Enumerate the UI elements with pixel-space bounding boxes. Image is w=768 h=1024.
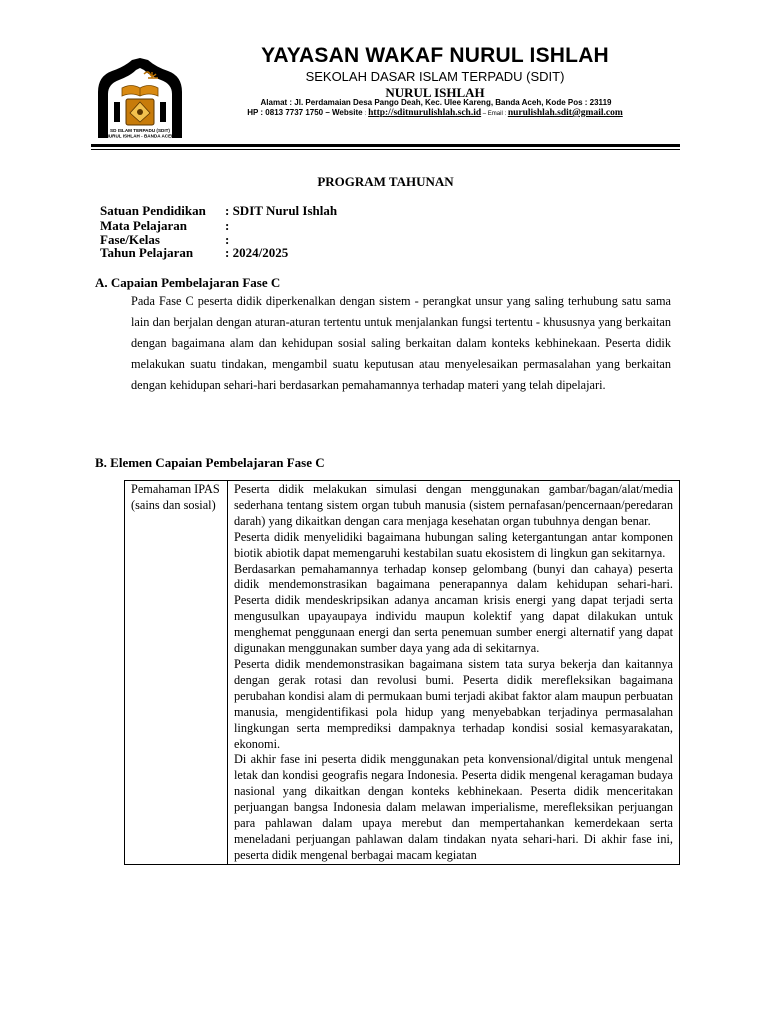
school-logo [90, 58, 190, 144]
email-link[interactable]: nurulishlah.sdit@gmail.com [507, 108, 623, 118]
element-name-cell: Pemahaman IPAS (sains dan sosial) [125, 481, 228, 865]
contact-line [180, 108, 690, 118]
identity-label: Tahun Pelajaran [100, 245, 194, 260]
section-a-heading: A. Capaian Pembelajaran Fase C [95, 275, 281, 290]
identity-value: : [225, 218, 230, 233]
identity-label: Satuan Pendidikan [100, 203, 206, 218]
website-link[interactable]: http://sditnurulishlah.sch.id [368, 108, 482, 118]
email-label: – Email : [481, 111, 508, 117]
school-name: NURUL ISHLAH [385, 85, 485, 100]
section-b-heading: B. Elemen Capaian Pembelajaran Fase C [95, 455, 325, 470]
website-separator: : [364, 111, 369, 117]
logo-caption-top: SD ISLAM TERPADU (SDIT) [110, 128, 170, 133]
letterhead-rule-thick [91, 144, 680, 147]
description-paragraph: Peserta didik melakukan simulasi dengan menggunakan gambar/bagan/alat/media sederhana tentang sistem organ tubuh manusia (sistem pernafasan/pencernaan/peredaran darah) yang dikaitkan dengan cara menjaga kesehatan organ tubuhnya dengan benar. [234, 482, 673, 528]
elemen-table [124, 480, 680, 865]
logo-caption-bottom: NURUL ISHLAH - BANDA ACEH [105, 133, 175, 139]
school-address: Alamat : Jl. Perdamaian Desa Pango Deah, Kec. Ulee Kareng, Banda Aceh, Kode Pos : 23119 [260, 98, 612, 107]
description-paragraph: Berdasarkan pemahamannya terhadap konsep gelombang (bunyi dan cahaya) peserta didik mendemonstrasikan bagaimana penerapannya dalam kehidupan sehari-hari. Peserta didik mendeskripsikan adanya ancaman krisis energi yang dapat terjadi serta mengusulkan upayaupaya individu maupun kolektif yang dapat dilakukan untuk menghemat penggunaan energi dan serta penemuan sumber energi alternatif yang dapat digunakan menggunakan sumber daya yang ada di sekitarnya. [234, 561, 673, 656]
section-a-paragraph: Pada Fase C peserta didik diperkenalkan dengan sistem - perangkat unsur yang saling terhubung satu sama lain dan berjalan dengan aturan-aturan tertentu untuk menjalankan fungsi tertentu - khususnya yang berkaitan dengan bagaimana alam dan kehidupan sosial saling berkaitan dalam konteks kebhinekaan. Peserta didik melakukan suatu tindakan, mengambil suatu keputusan atau menyelesaikan permasalahan yang berkaitan dengan kehidupan sehari-hari berdasarkan pemahamannya terhadap materi yang telah dipelajari. [131, 294, 671, 392]
school-type: SEKOLAH DASAR ISLAM TERPADU (SDIT) [305, 69, 565, 84]
identity-label: Mata Pelajaran [100, 218, 188, 233]
identity-value: : [225, 232, 230, 247]
identity-label: Fase/Kelas [100, 232, 160, 247]
description-paragraph: Peserta didik menyelidiki bagaimana hubungan saling ketergantungan antar komponen biotik abiotik dapat memengaruhi kestabilan suatu ekosistem di lingkun gan sekitarnya. [234, 529, 673, 560]
document-title: PROGRAM TAHUNAN [317, 174, 454, 189]
table-row [125, 481, 680, 865]
identity-value: : 2024/2025 [225, 245, 289, 260]
organization-name: YAYASAN WAKAF NURUL ISHLAH [261, 44, 609, 67]
description-paragraph: Peserta didik mendemonstrasikan bagaimana sistem tata surya bekerja dan kaitannya dengan gerak rotasi dan revolusi bumi. Peserta didik merefleksikan bagaimana perubahan kondisi alam di permukaan bumi terjadi akibat faktor alam maupun perbuatan manusia, mengidentifikasi pola hidup yang menyebabkan terjadinya permasalahan lingkungan serta memprediksi dampaknya terhadap kondisi sosial kemasyarakatan, ekonomi. [234, 656, 673, 751]
description-paragraph: Di akhir fase ini peserta didik menggunakan peta konvensional/digital untuk mengenal letak dan kondisi geografis negara Indonesia. Peserta didik mengenal keragaman budaya nasional yang dikaitkan dengan konteks kebhinekaan. Peserta didik menceritakan perjuangan bangsa Indonesia dalam melawan imperialisme, merefleksikan perjuangan para pahlawan dalam upaya merebut dan mempertahankan kemerdekaan serta meneladani perjuangan pahlawan dalam tindakan nyata sehari-hari. Di akhir fase ini, peserta didik mengenal berbagai macam kegiatan [234, 752, 673, 862]
element-description-cell [228, 481, 680, 865]
identity-value: : SDIT Nurul Ishlah [225, 203, 338, 218]
letterhead-rule-thin [91, 149, 680, 150]
phone-text: HP : 0813 7737 1750 – Website [247, 108, 365, 117]
